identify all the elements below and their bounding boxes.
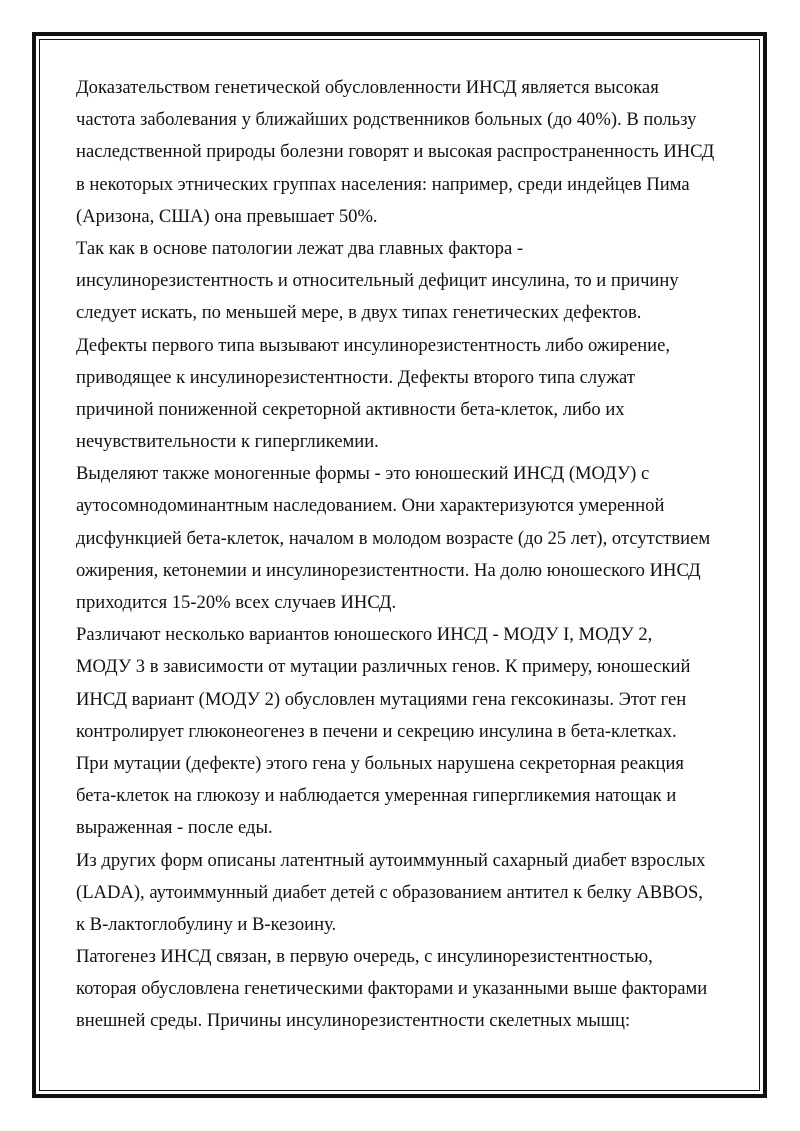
text-line: (Аризона, США) она превышает 50%. bbox=[76, 205, 378, 227]
text-line: ожирения, кетонемии и инсулинорезистентности. На долю юношеского ИНСД bbox=[76, 559, 701, 581]
text-line: приходится 15-20% всех случаев ИНСД. bbox=[76, 592, 397, 613]
text-line: выраженная - после еды. bbox=[76, 817, 273, 839]
text-line: бета-клеток на глюкозу и наблюдается умеренная гипергликемия натощак и bbox=[76, 785, 677, 807]
text-line: частота заболевания у ближайших родственников больных (до 40%). В пользу bbox=[76, 109, 697, 131]
text-line: аутосомнодоминантным наследованием. Они характеризуются умеренной bbox=[76, 495, 665, 517]
text-line: следует искать, по меньшей мере, в двух типах генетических дефектов. bbox=[76, 302, 642, 324]
text-line: приводящее к инсулинорезистентности. Дефекты второго типа служат bbox=[76, 366, 635, 388]
text-line: инсулинорезистентность и относительный дефицит инсулина, то и причину bbox=[76, 270, 679, 292]
text-line: внешней среды. Причины инсулинорезистентности скелетных мышц: bbox=[76, 1010, 631, 1032]
text-line: дисфункцией бета-клеток, началом в молодом возрасте (до 25 лет), отсутствием bbox=[76, 527, 711, 549]
text-line: МОДУ 3 в зависимости от мутации различных генов. К примеру, юношеский bbox=[76, 656, 691, 678]
text-line: (LADA), аутоиммунный диабет детей с образованием антител к белку ABBOS, bbox=[76, 881, 703, 903]
text-line: наследственной природы болезни говорят и высокая распространенность ИНСД bbox=[76, 141, 715, 163]
text-line: Дефекты первого типа вызывают инсулинорезистентность либо ожирение, bbox=[76, 334, 671, 356]
text-line: ИНСД вариант (МОДУ 2) обусловлен мутациями гена гексокиназы. Этот ген bbox=[76, 688, 687, 710]
text-line: Из других форм описаны латентный аутоиммунный сахарный диабет взрослых bbox=[76, 849, 706, 871]
text-line: к В-лактоглобулину и В-кезоину. bbox=[76, 913, 337, 935]
document-body bbox=[76, 72, 736, 1038]
text-line: При мутации (дефекте) этого гена у больных нарушена секреторная реакция bbox=[76, 752, 684, 774]
text-line: которая обусловлена генетическими факторами и указанными выше факторами bbox=[76, 978, 708, 1000]
text-line: в некоторых этнических группах населения: например, среди индейцев Пима bbox=[76, 173, 690, 195]
text-line: Патогенез ИНСД связан, в первую очередь, с инсулинорезистентностью, bbox=[76, 946, 653, 968]
text-line: Доказательством генетической обусловленности ИНСД является высокая bbox=[76, 77, 659, 98]
text-line: Выделяют также моногенные формы - это юношеский ИНСД (МОДУ) с bbox=[76, 463, 650, 485]
text-line: Различают несколько вариантов юношеского ИНСД - МОДУ I, МОДУ 2, bbox=[76, 624, 653, 646]
text-line: причиной пониженной секреторной активности бета-клеток, либо их bbox=[76, 398, 625, 420]
text-line: контролирует глюконеогенез в печени и секрецию инсулина в бета-клетках. bbox=[76, 720, 677, 742]
text-line: Так как в основе патологии лежат два главных фактора - bbox=[76, 237, 524, 259]
text-line: нечувствительности к гипергликемии. bbox=[76, 431, 379, 453]
